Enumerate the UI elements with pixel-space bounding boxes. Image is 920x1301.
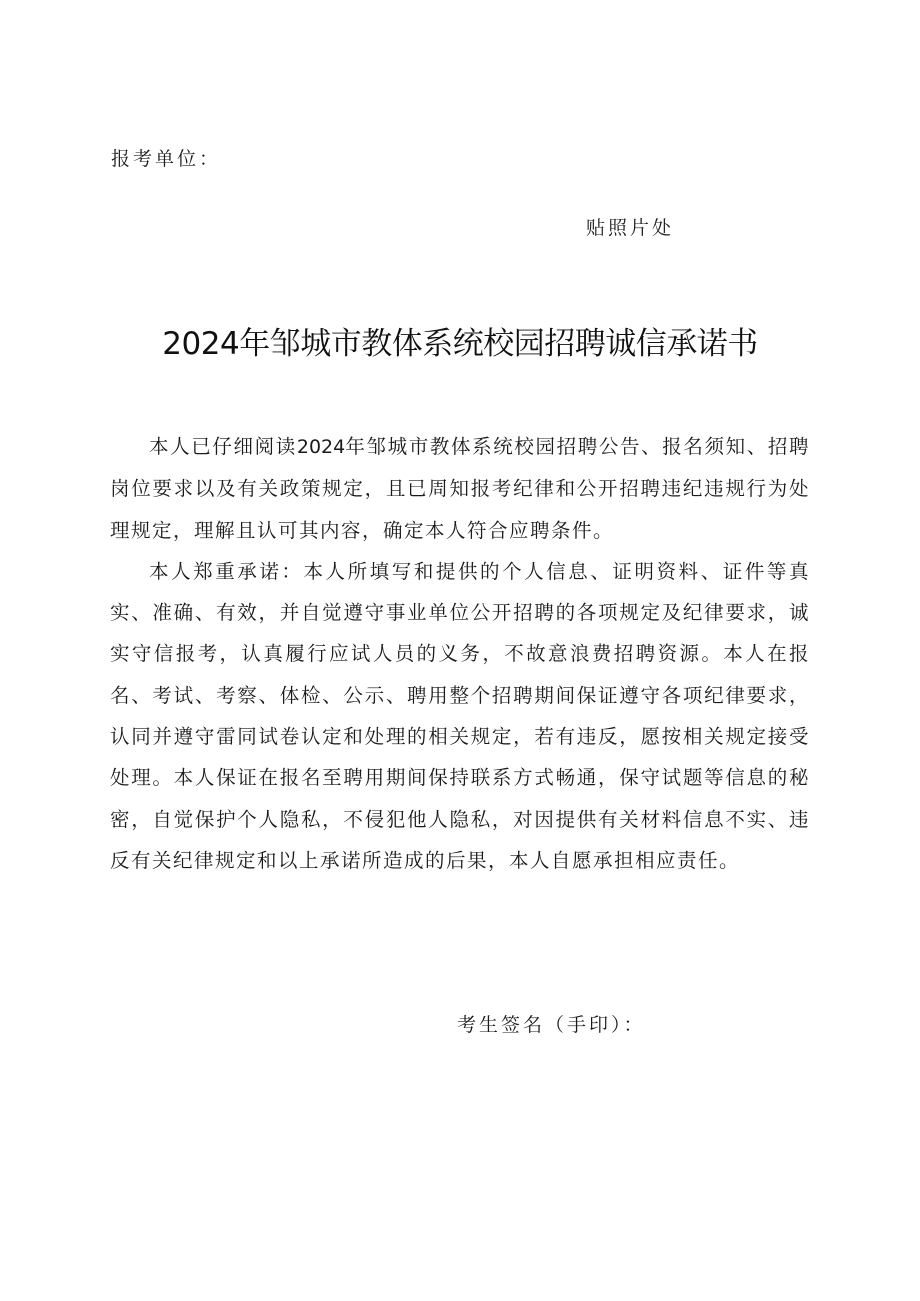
paragraph-1-year: 2024 <box>296 436 346 458</box>
paragraph-commitment: 本人郑重承诺：本人所填写和提供的个人信息、证明资料、证件等真实、准确、有效，并自觉遵守事业单位公开招聘的各项规定及纪律要求，诚实守信报考，认真履行应试人员的义务，不故意浪费招聘资源。本人在报名、考试、考察、体检、公示、聘用整个招聘期间保证遵守各项纪律要求，认同并遵守雷同试卷认定和处理的相关规定，若有违反，愿按相关规定接受处理。本人保证在报名至聘用期间保持联系方式畅通，保守试题等信息的秘密，自觉保护个人隐私，不侵犯他人隐私，对因提供有关材料信息不实、违反有关纪律规定和以上承诺所造成的后果，本人自愿承担相应责任。 <box>110 559 810 872</box>
document-body <box>110 426 810 881</box>
paragraph-reading-statement <box>110 426 810 551</box>
photo-placeholder-label: 贴照片处 <box>586 217 675 239</box>
applying-unit-label: 报考单位： <box>111 148 222 170</box>
paragraph-1-rest: 年邹城市教体系统校园招聘公告、报名须知、招聘岗位要求以及有关政策规定，且已周知报考纪律和公开招聘违纪违规行为处理规定，理解且认可其内容，确定本人符合应聘条件。 <box>110 435 810 542</box>
paragraph-1-prefix: 本人已仔细阅读 <box>149 435 297 458</box>
document-title: 2024年邹城市教体系统校园招聘诚信承诺书 <box>162 326 758 362</box>
signature-label: 考生签名（手印）： <box>457 1014 646 1036</box>
